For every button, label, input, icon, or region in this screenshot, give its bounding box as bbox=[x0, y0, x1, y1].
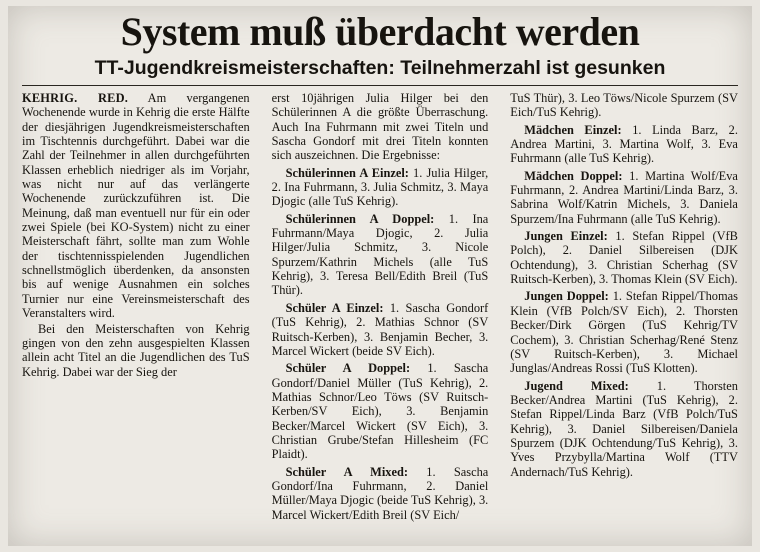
result-entry bbox=[272, 361, 489, 461]
result-entry bbox=[510, 289, 738, 375]
paragraph: TuS Thür), 3. Leo Töws/Nicole Spurzem (SV Eich/TuS Kehrig). bbox=[510, 91, 738, 120]
paragraph: erst 10jährigen Julia Hilger bei den Schülerinnen A die größte Überraschung. Auch Ina Fuhrmann mit zwei Titeln und Sascha Gondorf mit drei Titeln konnten sich auszeichnen. Die Ergebnisse: bbox=[271, 91, 489, 163]
article-subhead: TT-Jugendkreismeisterschaften: Teilnehmerzahl ist gesunken bbox=[94, 57, 666, 79]
result-category: Mädchen Einzel: bbox=[524, 122, 622, 137]
result-entry bbox=[272, 465, 489, 522]
dateline: KEHRIG. RED. bbox=[22, 91, 129, 105]
result-category: Schülerinnen A Doppel: bbox=[285, 211, 435, 226]
result-category: Mädchen Doppel: bbox=[524, 168, 623, 183]
result-category: Jungen Einzel: bbox=[524, 229, 608, 244]
paragraph bbox=[22, 91, 250, 321]
result-text: 1. Martina Wolf/Eva Fuhrmann, 2. Andrea Martini/Linda Barz, 3. Sabrina Wolf/Katrin Michels, 3. Daniela Spurzem/Ina Fuhrmann (alle TuS Kehrig). bbox=[510, 168, 738, 226]
result-entry bbox=[510, 123, 738, 166]
header-divider bbox=[22, 85, 738, 86]
result-category: Schüler A Einzel: bbox=[285, 300, 384, 315]
paragraph: Bei den Meisterschaften von Kehrig gingen von den zehn ausgespielten Klassen allein acht Titel an die Jugendlichen des TuS Kehrig. Dabei war der Sieg der bbox=[22, 321, 250, 379]
result-category: Schüler A Doppel: bbox=[285, 361, 411, 376]
result-text: 1. Sascha Gondorf (TuS Kehrig), 2. Mathias Schnor (SV Ruitsch-Kerben), 3. Benjamin Becher, 3. Marcel Wickert (beide SV Eich). bbox=[271, 300, 489, 358]
result-text: 1. Stefan Rippel (VfB Polch), 2. Daniel Silbereisen (DJK Ochtendung), 3. Christian Scherhag (SV Ruitsch-Kerben), 3. Thomas Klein (SV Eich). bbox=[510, 229, 738, 287]
result-text: 1. Linda Barz, 2. Andrea Martini, 3. Martina Wolf, 3. Eva Fuhrmann (alle TuS Kehrig). bbox=[510, 122, 738, 166]
column-3 bbox=[499, 91, 738, 522]
column-2 bbox=[261, 91, 500, 522]
result-category: Schülerinnen A Einzel: bbox=[285, 165, 409, 180]
result-category: Jungen Doppel: bbox=[524, 289, 609, 304]
result-entry bbox=[272, 166, 489, 209]
article-body bbox=[22, 10, 738, 542]
result-category: Schüler A Mixed: bbox=[285, 464, 409, 479]
paper-sheet bbox=[8, 6, 752, 546]
result-text: 1. Sascha Gondorf/Daniel Müller (TuS Kehrig), 2. Mathias Schnor/Leo Töws (SV Ruitsch-Kerben/SV Eich), 3. Benjamin Becker/Marcel Wickert (SV Eich), 3. Christian Grube/Stefan Hillesheim (FC Plaidt). bbox=[271, 361, 489, 462]
result-text: 1. Ina Fuhrmann/Maya Djogic, 2. Julia Hilger/Julia Schmitz, 3. Nicole Spurzem/Kathrin Michels (alle TuS Kehrig), 3. Teresa Bell/Edith Breil (TuS Thür). bbox=[271, 211, 489, 298]
result-text: 1. Julia Hilger, 2. Ina Fuhrmann, 3. Julia Schmitz, 3. Maya Djogic (alle TuS Kehrig). bbox=[271, 165, 489, 209]
result-text: 1. Sascha Gondorf/Ina Fuhrmann, 2. Daniel Müller/Maya Djogic (beide TuS Kehrig), 3. Marcel Wickert/Edith Breil (SV Eich/ bbox=[271, 464, 489, 522]
result-text: 1. Stefan Rippel/Thomas Klein (VfB Polch/SV Eich), 2. Thorsten Becker/Dirk Görgen (TuS Kehrig/TV Cochem), 3. Christian Scherhag/René Stenz (SV Ruitsch-Kerben), 3. Michael Junglas/Andreas Rossi (TuS Klotten). bbox=[510, 289, 738, 376]
column-1 bbox=[22, 91, 261, 522]
page-title: System muß überdacht werden bbox=[120, 9, 640, 54]
result-text: 1. Thorsten Becker/Andrea Martini (TuS Kehrig), 2. Stefan Rippel/Linda Barz (VfB Polch/TuS Kehrig), 3. Daniel Silbereisen/Daniela Spurzem (DJK Ochtendung/TuS Kehrig), 3. Yves Przybylla/Martina Wolf (TTV Andernach/TuS Kehrig). bbox=[510, 378, 738, 479]
result-category: Jugend Mixed: bbox=[524, 378, 629, 393]
result-entry bbox=[510, 169, 738, 226]
result-entry bbox=[510, 229, 738, 286]
article-columns bbox=[22, 91, 738, 522]
result-entry bbox=[272, 212, 489, 298]
result-entry bbox=[272, 301, 489, 358]
result-entry bbox=[510, 379, 738, 479]
paragraph-text: Am vergangenen Wochenende wurde in Kehrig die erste Hälfte der diesjährigen Jugendkreismeisterschaften im Tischtennis durchgeführt. Dabei war die Zahl der Teilnehmer in allen durchgeführten Klassen erheblich niedriger als im Vorjahr, was nicht nur auf das verlängerte Wochenende zurückzuführen ist. Die Meinung, daß man eventuell nur für ein oder zwei Spiele (bei KO-System) nicht zu einer Meisterschaft fährt, sollte man zum Wohle der tischtennisspielenden Jugendlichen schnellstmöglich überdenken, da ansonsten bis auf wenige Ausnahmen ein solches Turnier nur eine Vereinsmeisterschaft des Veranstalters wird. bbox=[22, 91, 250, 321]
